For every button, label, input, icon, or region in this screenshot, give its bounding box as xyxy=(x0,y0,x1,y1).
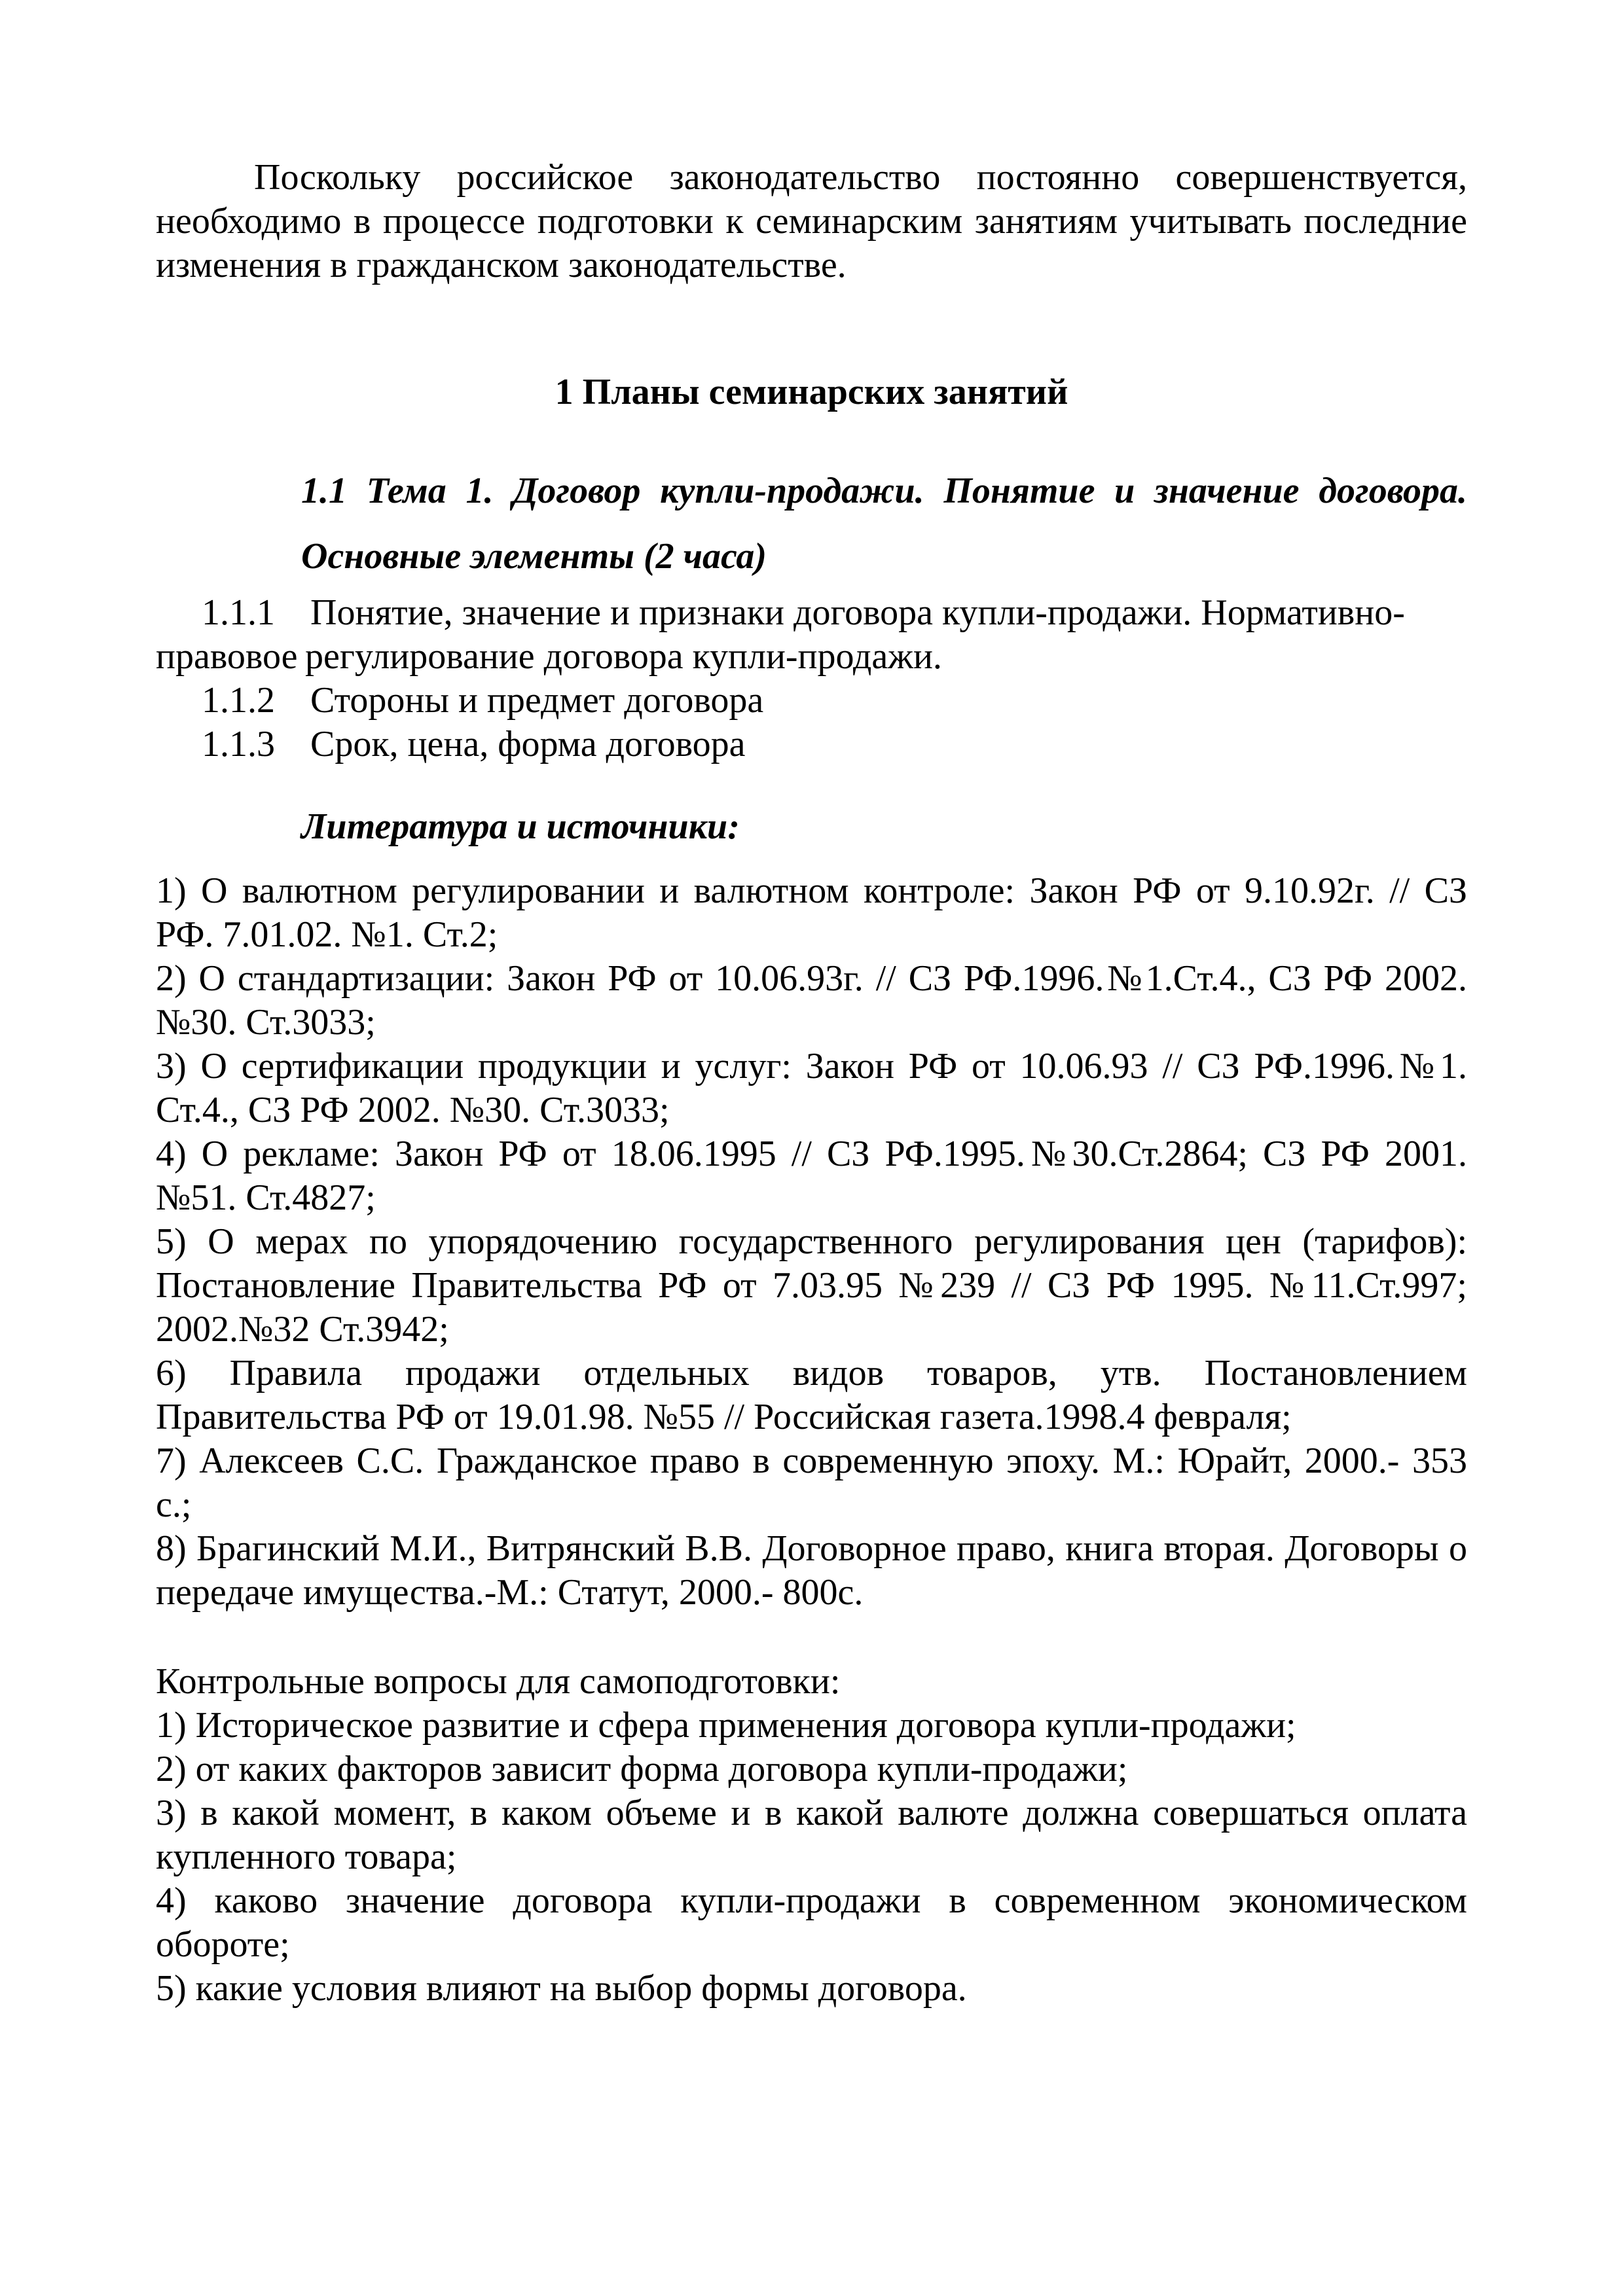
question-item: 2) от каких факторов зависит форма договора купли-продажи; xyxy=(156,1749,1128,1789)
literature-item: 6) Правила продажи отдельных видов товаров, утв. Постановлением Правительства РФ от 19.01.98. №55 // Российская газета.1998.4 февраля; xyxy=(156,1353,1467,1437)
literature-list xyxy=(156,869,1467,1615)
literature-item: 7) Алексеев С.С. Гражданское право в современную эпоху. М.: Юрайт, 2000.- 353 с.; xyxy=(156,1441,1467,1525)
plan-item-text: Срок, цена, форма договора xyxy=(310,724,746,764)
question-item: 1) Историческое развитие и сфера применения договора купли-продажи; xyxy=(156,1705,1296,1746)
plan-item xyxy=(156,591,1467,635)
plan-item-text: Стороны и предмет договора xyxy=(310,680,764,721)
plan-item-number: 1.1.3 xyxy=(202,724,275,764)
section-title: 1 Планы семинарских занятий xyxy=(555,372,1068,412)
literature-item: 4) О рекламе: Закон РФ от 18.06.1995 // СЗ РФ.1995.№30.Ст.2864; СЗ РФ 2001. №51. Ст.4827; xyxy=(156,1134,1467,1218)
intro-paragraph: Поскольку российское законодательство постоянно совершенствуется, необходимо в процессе подготовки к семинарским занятиям учитывать последние изменения в гражданском законодательстве. xyxy=(156,157,1467,285)
literature-item: 5) О мерах по упорядочению государственного регулирования цен (тарифов): Постановление Правительства РФ от 7.03.95 №239 // СЗ РФ 1995. №11.Ст.997; 2002.№32 Ст.3942; xyxy=(156,1221,1467,1350)
questions-heading: Контрольные вопросы для самоподготовки: xyxy=(156,1661,841,1702)
plan-item-continuation-text: регулирование договора купли-продажи. xyxy=(305,636,942,677)
question-item: 5) какие условия влияют на выбор формы договора. xyxy=(156,1968,967,2009)
plan-item xyxy=(156,723,1467,766)
question-item: 4) каково значение договора купли-продажи в современном экономическом обороте; xyxy=(156,1880,1467,1965)
literature-item: 2) О стандартизации: Закон РФ от 10.06.93г. // СЗ РФ.1996.№1.Ст.4., СЗ РФ 2002. №30. Ст.3033; xyxy=(156,958,1467,1043)
question-item: 3) в какой момент, в каком объеме и в какой валюте должна совершаться оплата купленного товара; xyxy=(156,1793,1467,1877)
plan-item xyxy=(156,679,1467,723)
plan-item-continuation xyxy=(156,635,1467,679)
literature-item: 1) О валютном регулировании и валютном контроле: Закон РФ от 9.10.92г. // СЗ РФ. 7.01.02. №1. Ст.2; xyxy=(156,870,1467,955)
plan-item-number: 1.1.2 xyxy=(202,680,275,721)
plan-list xyxy=(156,591,1467,766)
literature-item: 3) О сертификации продукции и услуг: Закон РФ от 10.06.93 // СЗ РФ.1996.№1. Ст.4., СЗ РФ 2002. №30. Ст.3033; xyxy=(156,1046,1467,1130)
plan-item-number: 1.1.1 xyxy=(202,592,275,633)
literature-heading: Литература и источники: xyxy=(301,806,740,847)
plan-item-text: Понятие, значение и признаки договора купли-продажи. Нормативно- xyxy=(310,592,1405,633)
questions-section xyxy=(156,1660,1467,2011)
topic-title: 1.1 Тема 1. Договор купли-продажи. Понятие и значение договора. Основные элементы (2 часа) xyxy=(301,471,1467,577)
literature-item: 8) Брагинский М.И., Витрянский В.В. Договорное право, книга вторая. Договоры о передаче имущества.-М.: Статут, 2000.- 800с. xyxy=(156,1528,1467,1613)
plan-item-continuation-lead: правовое xyxy=(156,636,298,677)
